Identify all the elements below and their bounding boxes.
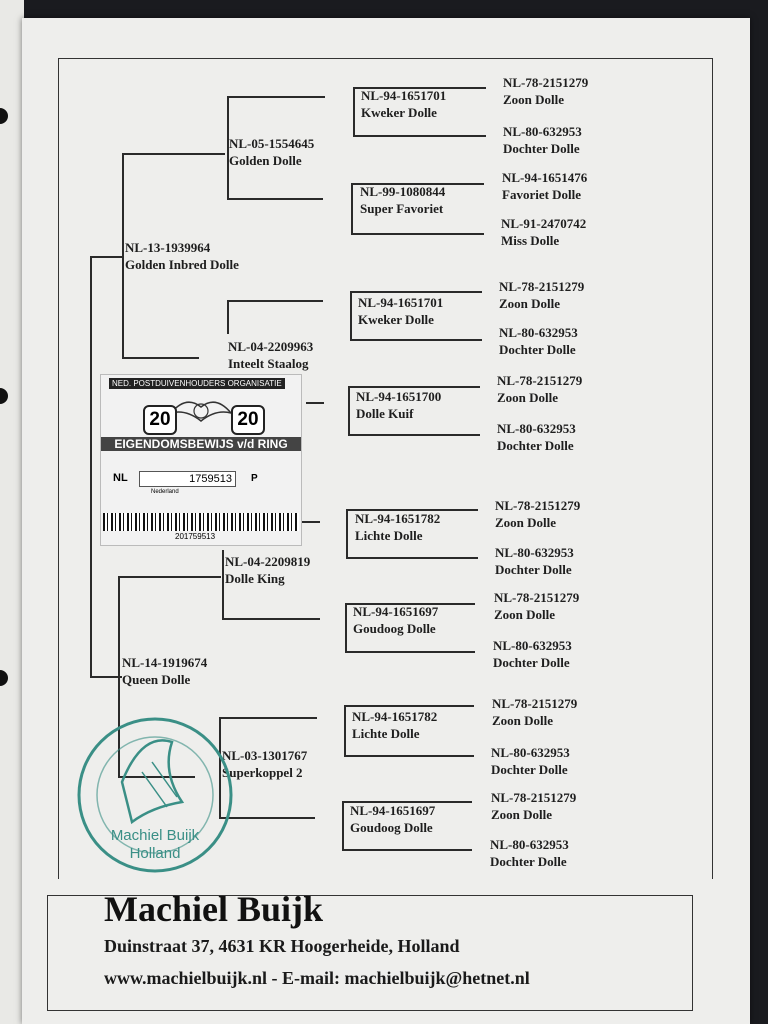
ring-ownership-card bbox=[100, 374, 302, 546]
ring-number: NL-78-2151279 bbox=[499, 279, 585, 294]
pigeon-name: Dochter Dolle bbox=[493, 655, 570, 670]
ring-number: NL-94-1651701 bbox=[358, 295, 444, 310]
ring-number: NL-78-2151279 bbox=[495, 498, 581, 513]
binder-edge bbox=[0, 0, 24, 1024]
ring-card-year: 20 bbox=[231, 405, 265, 435]
pigeon-name: Super Favoriet bbox=[360, 201, 444, 216]
ring-number: NL-78-2151279 bbox=[492, 696, 578, 711]
ring-number: NL-99-1080844 bbox=[360, 184, 446, 199]
ring-number: NL-94-1651782 bbox=[355, 511, 441, 526]
punch-hole bbox=[0, 388, 8, 404]
gen4-entry bbox=[499, 278, 584, 312]
ring-card-year: 20 bbox=[143, 405, 177, 435]
pigeon-name: Goudoog Dolle bbox=[353, 621, 436, 636]
ring-number: NL-05-1554645 bbox=[229, 136, 315, 151]
gen4-entry bbox=[491, 744, 570, 778]
ring-number: NL-91-2470742 bbox=[501, 216, 587, 231]
ring-number: NL-80-632953 bbox=[499, 325, 578, 340]
gen3-entry bbox=[356, 388, 441, 422]
gen2-entry bbox=[225, 553, 310, 587]
ring-number: NL-80-632953 bbox=[490, 837, 569, 852]
ring-number: NL-78-2151279 bbox=[503, 75, 589, 90]
ring-number: NL-78-2151279 bbox=[494, 590, 580, 605]
pigeon-name: Dochter Dolle bbox=[491, 762, 568, 777]
punch-hole bbox=[0, 108, 8, 124]
ring-number: NL-94-1651476 bbox=[502, 170, 588, 185]
pigeon-name: Dochter Dolle bbox=[497, 438, 574, 453]
ring-number: NL-14-1919674 bbox=[122, 655, 208, 670]
ring-number: NL-04-2209819 bbox=[225, 554, 311, 569]
gen4-entry bbox=[499, 324, 578, 358]
gen4-entry bbox=[491, 789, 576, 823]
gen4-entry bbox=[490, 836, 569, 870]
pigeon-name: Lichte Dolle bbox=[352, 726, 420, 741]
pigeon-name: Golden Inbred Dolle bbox=[125, 257, 239, 272]
gen4-entry bbox=[495, 544, 574, 578]
gen3-entry bbox=[361, 87, 446, 121]
gen4-entry bbox=[495, 497, 580, 531]
barcode-number: 201759513 bbox=[175, 532, 216, 541]
gen3-entry bbox=[353, 603, 438, 637]
pigeon-name: Zoon Dolle bbox=[495, 515, 557, 530]
pigeon-name: Zoon Dolle bbox=[499, 296, 561, 311]
ring-number: NL-13-1939964 bbox=[125, 240, 211, 255]
gen4-entry bbox=[503, 74, 588, 108]
pigeon-name: Lichte Dolle bbox=[355, 528, 423, 543]
ring-number: NL-78-2151279 bbox=[491, 790, 577, 805]
ring-number: NL-94-1651697 bbox=[353, 604, 439, 619]
pigeon-name: Favoriet Dolle bbox=[502, 187, 582, 202]
barcode bbox=[103, 513, 299, 531]
pigeon-name: Dochter Dolle bbox=[495, 562, 572, 577]
ring-card-p-mark: P bbox=[251, 473, 258, 484]
ring-card-country: NL bbox=[113, 472, 128, 484]
ring-number: NL-80-632953 bbox=[495, 545, 574, 560]
pigeon-name: Zoon Dolle bbox=[503, 92, 565, 107]
gen4-entry bbox=[493, 637, 572, 671]
ring-number: NL-03-1301767 bbox=[222, 748, 308, 763]
ring-number: NL-80-632953 bbox=[503, 124, 582, 139]
pigeon-name: Dochter Dolle bbox=[490, 854, 567, 869]
pigeon-name: Miss Dolle bbox=[501, 233, 560, 248]
ring-number: NL-94-1651701 bbox=[361, 88, 447, 103]
gen4-entry bbox=[503, 123, 582, 157]
pigeon-name: Queen Dolle bbox=[122, 672, 191, 687]
ring-number: NL-94-1651782 bbox=[352, 709, 438, 724]
gen2-entry bbox=[229, 135, 314, 169]
pigeon-name: Golden Dolle bbox=[229, 153, 302, 168]
stamp-country: Holland bbox=[129, 845, 181, 862]
ring-number: NL-80-632953 bbox=[491, 745, 570, 760]
gen4-entry bbox=[492, 695, 577, 729]
ring-card-number: 1759513 bbox=[139, 471, 236, 487]
gen4-entry bbox=[494, 589, 579, 623]
ring-number: NL-80-632953 bbox=[493, 638, 572, 653]
pigeon-name: Zoon Dolle bbox=[491, 807, 553, 822]
pigeon-name: Inteelt Staalog bbox=[228, 356, 309, 371]
gen4-entry bbox=[497, 420, 576, 454]
ring-number: NL-80-632953 bbox=[497, 421, 576, 436]
gen3-entry bbox=[352, 708, 437, 742]
ring-card-title: EIGENDOMSBEWIJS v/d RING bbox=[101, 437, 301, 451]
pigeon-name: Dolle King bbox=[225, 571, 285, 586]
pigeon-name: Zoon Dolle bbox=[497, 390, 559, 405]
breeder-name: Machiel Buijk bbox=[104, 889, 324, 929]
gen3-entry bbox=[360, 183, 445, 217]
gen3-entry bbox=[358, 294, 443, 328]
pigeon-name: Dochter Dolle bbox=[503, 141, 580, 156]
gen4-entry bbox=[501, 215, 586, 249]
gen3-entry bbox=[350, 802, 435, 836]
gen1-dam bbox=[122, 654, 207, 688]
pigeon-name: Goudoog Dolle bbox=[350, 820, 433, 835]
punch-hole bbox=[0, 670, 8, 686]
pigeon-name: Superkoppel 2 bbox=[222, 765, 303, 780]
breeder-contact: www.machielbuijk.nl - E-mail: machielbuijk@hetnet.nl bbox=[104, 968, 530, 988]
ring-number: NL-78-2151279 bbox=[497, 373, 583, 388]
gen3-entry bbox=[355, 510, 440, 544]
gen4-entry bbox=[497, 372, 582, 406]
pigeon-name: Dochter Dolle bbox=[499, 342, 576, 357]
pigeon-name: Zoon Dolle bbox=[492, 713, 554, 728]
stamp-name: Machiel Buijk bbox=[110, 827, 200, 844]
gen1-sire bbox=[125, 239, 239, 273]
breeding-center-stamp-icon bbox=[72, 712, 238, 878]
pigeon-name: Kweker Dolle bbox=[361, 105, 437, 120]
ring-number: NL-94-1651697 bbox=[350, 803, 436, 818]
ring-number: NL-04-2209963 bbox=[228, 339, 314, 354]
gen4-entry bbox=[502, 169, 587, 203]
gen2-entry bbox=[228, 338, 313, 372]
ring-card-org: NED. POSTDUIVENHOUDERS ORGANISATIE bbox=[109, 378, 285, 389]
pigeon-name: Dolle Kuif bbox=[356, 406, 414, 421]
pigeon-name: Zoon Dolle bbox=[494, 607, 556, 622]
pigeon-name: Kweker Dolle bbox=[358, 312, 434, 327]
ring-number: NL-94-1651700 bbox=[356, 389, 442, 404]
breeder-address: Duinstraat 37, 4631 KR Hoogerheide, Holland bbox=[104, 936, 460, 956]
ring-card-country-name: Nederland bbox=[151, 489, 179, 495]
